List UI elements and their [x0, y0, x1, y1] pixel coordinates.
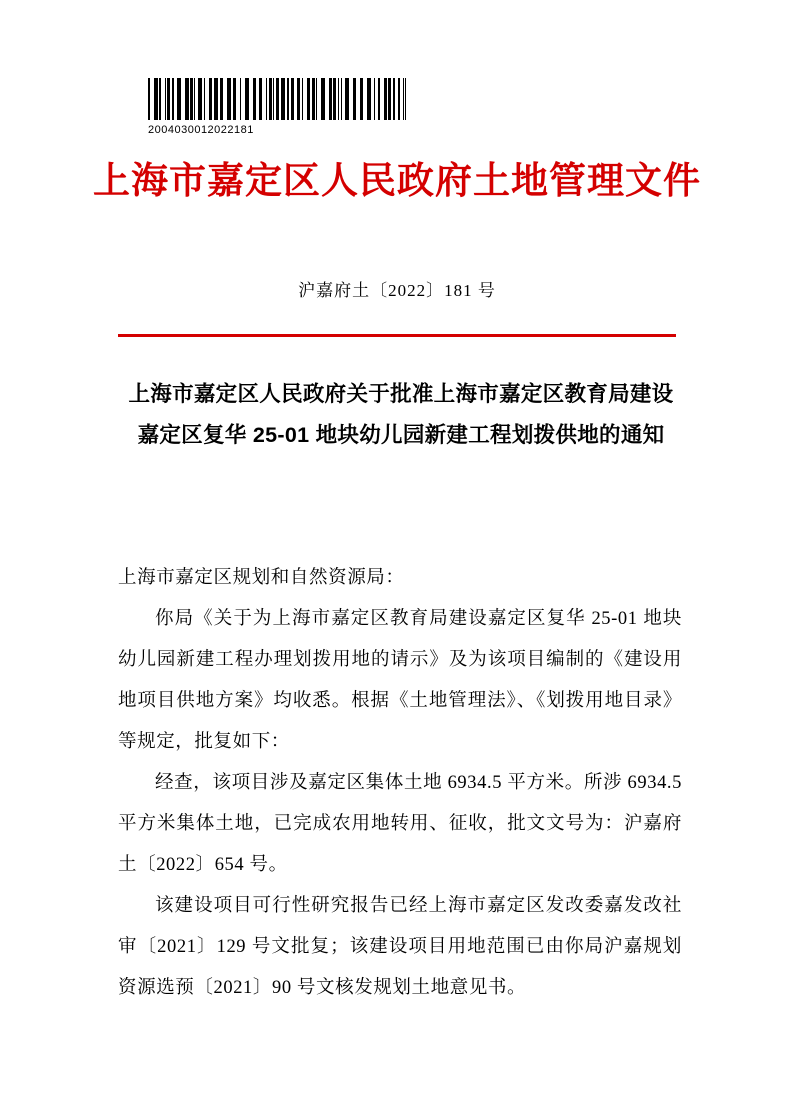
body-paragraph-2: 经查，该项目涉及嘉定区集体土地 6934.5 平方米。所涉 6934.5 平方米集体土地，已完成农用地转用、征收，批文文号为：沪嘉府土〔2022〕654 号。 — [118, 773, 682, 875]
red-separator-rule — [118, 334, 676, 337]
barcode-number: 2004030012022181 — [148, 124, 254, 136]
recipient-line: 上海市嘉定区规划和自然资源局： — [118, 568, 405, 588]
document-headline: 上海市嘉定区人民政府关于批准上海市嘉定区教育局建设嘉定区复华 25-01 地块幼儿园新建工程划拨供地的通知 — [128, 382, 674, 447]
body-paragraph-1: 你局《关于为上海市嘉定区教育局建设嘉定区复华 25-01 地块幼儿园新建工程办理划拨用地的请示》及为该项目编制的《建设用地项目供地方案》均收悉。根据《土地管理法》、《划拨用地目录》等规定，批复如下： — [118, 609, 682, 752]
document-red-title: 上海市嘉定区人民政府土地管理文件 — [93, 161, 701, 202]
document-body — [118, 558, 682, 1009]
barcode-block — [148, 78, 408, 136]
document-number: 沪嘉府土〔2022〕181 号 — [298, 281, 496, 300]
barcode-image — [148, 78, 408, 120]
body-paragraph-3: 该建设项目可行性研究报告已经上海市嘉定区发改委嘉发改社审〔2021〕129 号文批复；该建设项目用地范围已由你局沪嘉规划资源选预〔2021〕90 号文核发规划土地意见书。 — [118, 896, 682, 998]
